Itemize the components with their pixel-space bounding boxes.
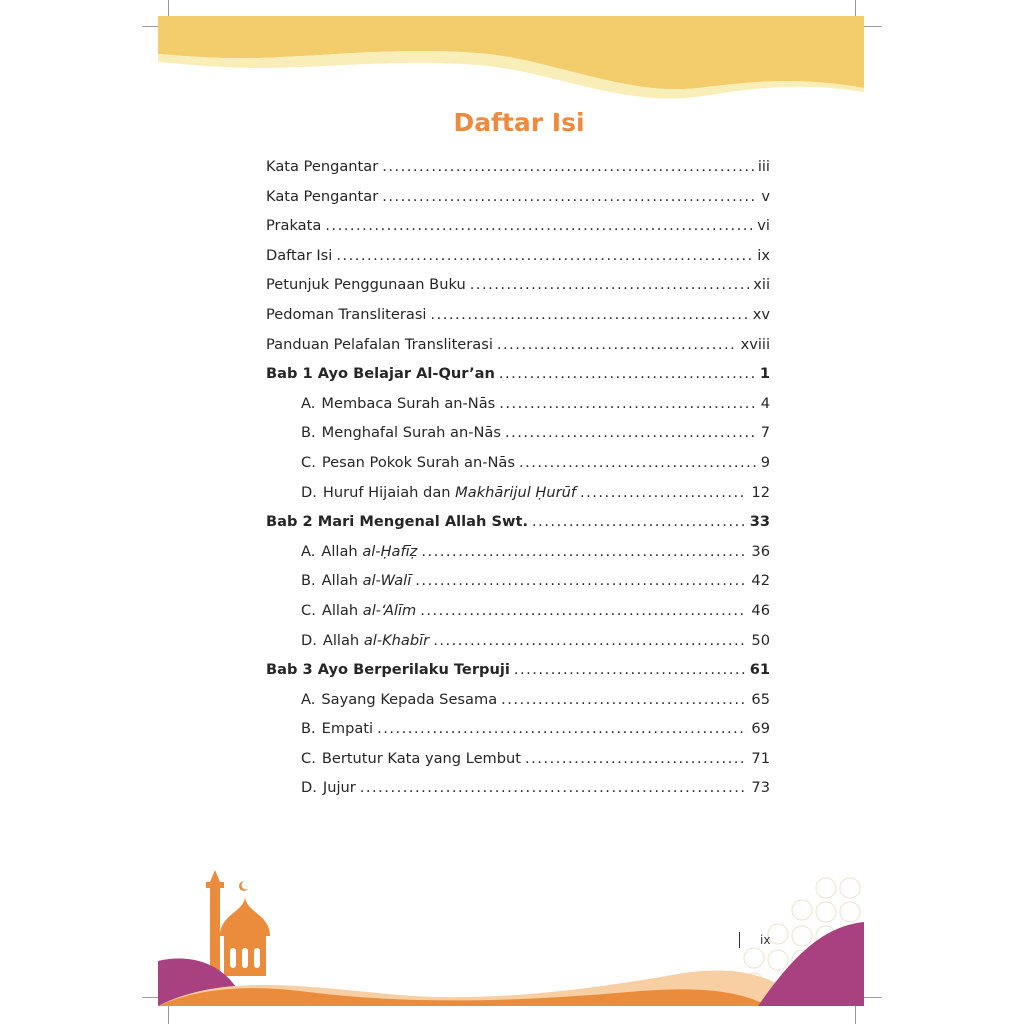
- page-number-footer: ix: [739, 932, 770, 948]
- toc-subentry[interactable]: [266, 543, 770, 573]
- toc-entry-label: Pesan Pokok Surah an-Nās: [321, 453, 515, 471]
- toc-subentry[interactable]: [266, 720, 770, 750]
- toc-page-number: 1: [759, 365, 770, 383]
- toc-subentry-letter: D.: [301, 483, 317, 501]
- toc-entry-label: Bab 3 Ayo Berperilaku Terpuji: [266, 661, 510, 679]
- toc-leader-dots: [499, 365, 756, 382]
- toc-leader-dots: [519, 454, 757, 471]
- toc-page-number: 46: [751, 601, 770, 619]
- toc-page-number: 73: [751, 779, 770, 797]
- toc-page-number: 36: [751, 542, 770, 560]
- toc-subentry[interactable]: [266, 779, 770, 809]
- toc-entry-label: Allah: [321, 601, 363, 619]
- toc-entry-label: Allah: [321, 542, 363, 560]
- toc-leader-dots: [336, 247, 753, 264]
- toc-entry-label-italic: al-Khabīr: [363, 631, 430, 649]
- toc-page-number: xii: [753, 276, 770, 294]
- toc-subentry-letter: D.: [301, 631, 317, 649]
- toc-subentry[interactable]: [266, 572, 770, 602]
- toc-leader-dots: [430, 306, 748, 323]
- toc-subentry[interactable]: [266, 395, 770, 425]
- toc-page-number: iii: [757, 158, 770, 175]
- toc-subentry[interactable]: [266, 602, 770, 632]
- toc-page-number: 65: [751, 690, 770, 708]
- toc-chapter-entry[interactable]: [266, 513, 770, 543]
- toc-entry[interactable]: [266, 276, 770, 306]
- toc-entry[interactable]: [266, 306, 770, 336]
- page-title: Daftar Isi: [453, 108, 585, 137]
- toc-entry-label: Sayang Kepada Sesama: [321, 690, 498, 708]
- mosque-icon: [206, 870, 270, 976]
- footer-decoration: [158, 856, 864, 1006]
- toc-subentry-letter: A.: [301, 394, 316, 412]
- toc-leader-dots: [325, 217, 753, 234]
- toc-leader-dots: [525, 750, 747, 767]
- toc-page-number: xv: [752, 305, 770, 323]
- toc-subentry[interactable]: [266, 632, 770, 662]
- toc-entry-label: Pedoman Transliterasi: [266, 305, 427, 323]
- crop-mark: [862, 26, 882, 27]
- toc-subentry-letter: C.: [301, 453, 316, 471]
- crop-mark: [168, 1004, 169, 1024]
- toc-subentry-letter: B.: [301, 720, 316, 738]
- toc-leader-dots: [433, 632, 747, 649]
- toc-entry-label: Allah: [322, 631, 364, 649]
- toc-subentry[interactable]: [266, 424, 770, 454]
- toc-subentry-letter: A.: [301, 690, 316, 708]
- toc-page-number: 50: [751, 631, 770, 649]
- table-of-contents: [266, 158, 770, 809]
- toc-entry-label-italic: al-‘Alīm: [362, 601, 417, 619]
- toc-entry-label: Jujur: [322, 779, 356, 797]
- toc-subentry[interactable]: [266, 454, 770, 484]
- toc-entry[interactable]: [266, 217, 770, 247]
- toc-entry-label: Daftar Isi: [266, 246, 333, 264]
- header-wave-decoration: [158, 16, 864, 116]
- toc-leader-dots: [501, 691, 747, 708]
- toc-page-number: 7: [760, 424, 770, 442]
- toc-subentry[interactable]: [266, 750, 770, 780]
- toc-page-number: xviii: [740, 335, 770, 353]
- toc-leader-dots: [382, 158, 754, 175]
- toc-leader-dots: [420, 602, 747, 619]
- toc-entry-label-italic: al-Walī: [362, 572, 412, 590]
- toc-page-number: 69: [751, 720, 770, 738]
- toc-entry-label: Bab 2 Mari Mengenal Allah Swt.: [266, 513, 528, 531]
- toc-chapter-entry[interactable]: [266, 661, 770, 691]
- toc-leader-dots: [514, 661, 746, 678]
- toc-subentry-letter: D.: [301, 779, 317, 797]
- toc-entry-label: Bab 1 Ayo Belajar Al-Qur’an: [266, 365, 495, 383]
- toc-entry-label: Kata Pengantar: [266, 158, 379, 175]
- toc-subentry[interactable]: [266, 484, 770, 514]
- toc-leader-dots: [505, 424, 757, 441]
- toc-page-number: 71: [751, 749, 770, 767]
- toc-page-number: vi: [757, 217, 770, 235]
- toc-page-number: v: [761, 187, 770, 205]
- toc-entry[interactable]: [266, 336, 770, 366]
- toc-leader-dots: [497, 336, 737, 353]
- toc-page-number: 4: [760, 394, 770, 412]
- toc-chapter-entry[interactable]: [266, 365, 770, 395]
- toc-leader-dots: [499, 395, 756, 412]
- toc-leader-dots: [382, 188, 757, 205]
- book-page: [158, 16, 864, 1006]
- toc-entry-label: Petunjuk Penggunaan Buku: [266, 276, 466, 294]
- toc-leader-dots: [377, 720, 747, 737]
- toc-entry-label-italic: Makhārijul Ḥurūf: [455, 483, 576, 501]
- toc-leader-dots: [532, 513, 746, 530]
- toc-entry-label: Prakata: [266, 217, 322, 235]
- toc-entry-label-italic: al-Ḥafīẓ: [362, 542, 418, 560]
- toc-entry-label: Menghafal Surah an-Nās: [321, 424, 501, 442]
- toc-entry[interactable]: [266, 188, 770, 218]
- toc-entry-label: Bertutur Kata yang Lembut: [321, 749, 522, 767]
- toc-page-number: 9: [760, 453, 770, 471]
- toc-subentry-letter: B.: [301, 424, 316, 442]
- toc-entry[interactable]: [266, 158, 770, 188]
- toc-entry-label: Empati: [321, 720, 374, 738]
- toc-subentry-letter: C.: [301, 749, 316, 767]
- toc-entry-label: Allah: [321, 572, 363, 590]
- toc-subentry-letter: A.: [301, 542, 316, 560]
- toc-leader-dots: [360, 779, 748, 796]
- toc-page-number: 61: [749, 661, 770, 679]
- toc-subentry-letter: C.: [301, 601, 316, 619]
- toc-page-number: ix: [757, 246, 770, 264]
- toc-entry-label: Huruf Hijaiah dan: [322, 483, 456, 501]
- toc-leader-dots: [415, 572, 747, 589]
- toc-leader-dots: [580, 484, 747, 501]
- toc-subentry[interactable]: [266, 691, 770, 721]
- toc-leader-dots: [470, 276, 750, 293]
- toc-page-number: 42: [751, 572, 770, 590]
- crop-mark: [862, 997, 882, 998]
- crop-mark: [855, 1004, 856, 1024]
- toc-entry-label: Membaca Surah an-Nās: [321, 394, 496, 412]
- toc-entry-label: Kata Pengantar: [266, 187, 379, 205]
- toc-page-number: 33: [749, 513, 770, 531]
- toc-entry[interactable]: [266, 247, 770, 277]
- toc-entry-label: Panduan Pelafalan Transliterasi: [266, 335, 493, 353]
- toc-page-number: 12: [751, 483, 770, 501]
- toc-leader-dots: [421, 543, 747, 560]
- toc-subentry-letter: B.: [301, 572, 316, 590]
